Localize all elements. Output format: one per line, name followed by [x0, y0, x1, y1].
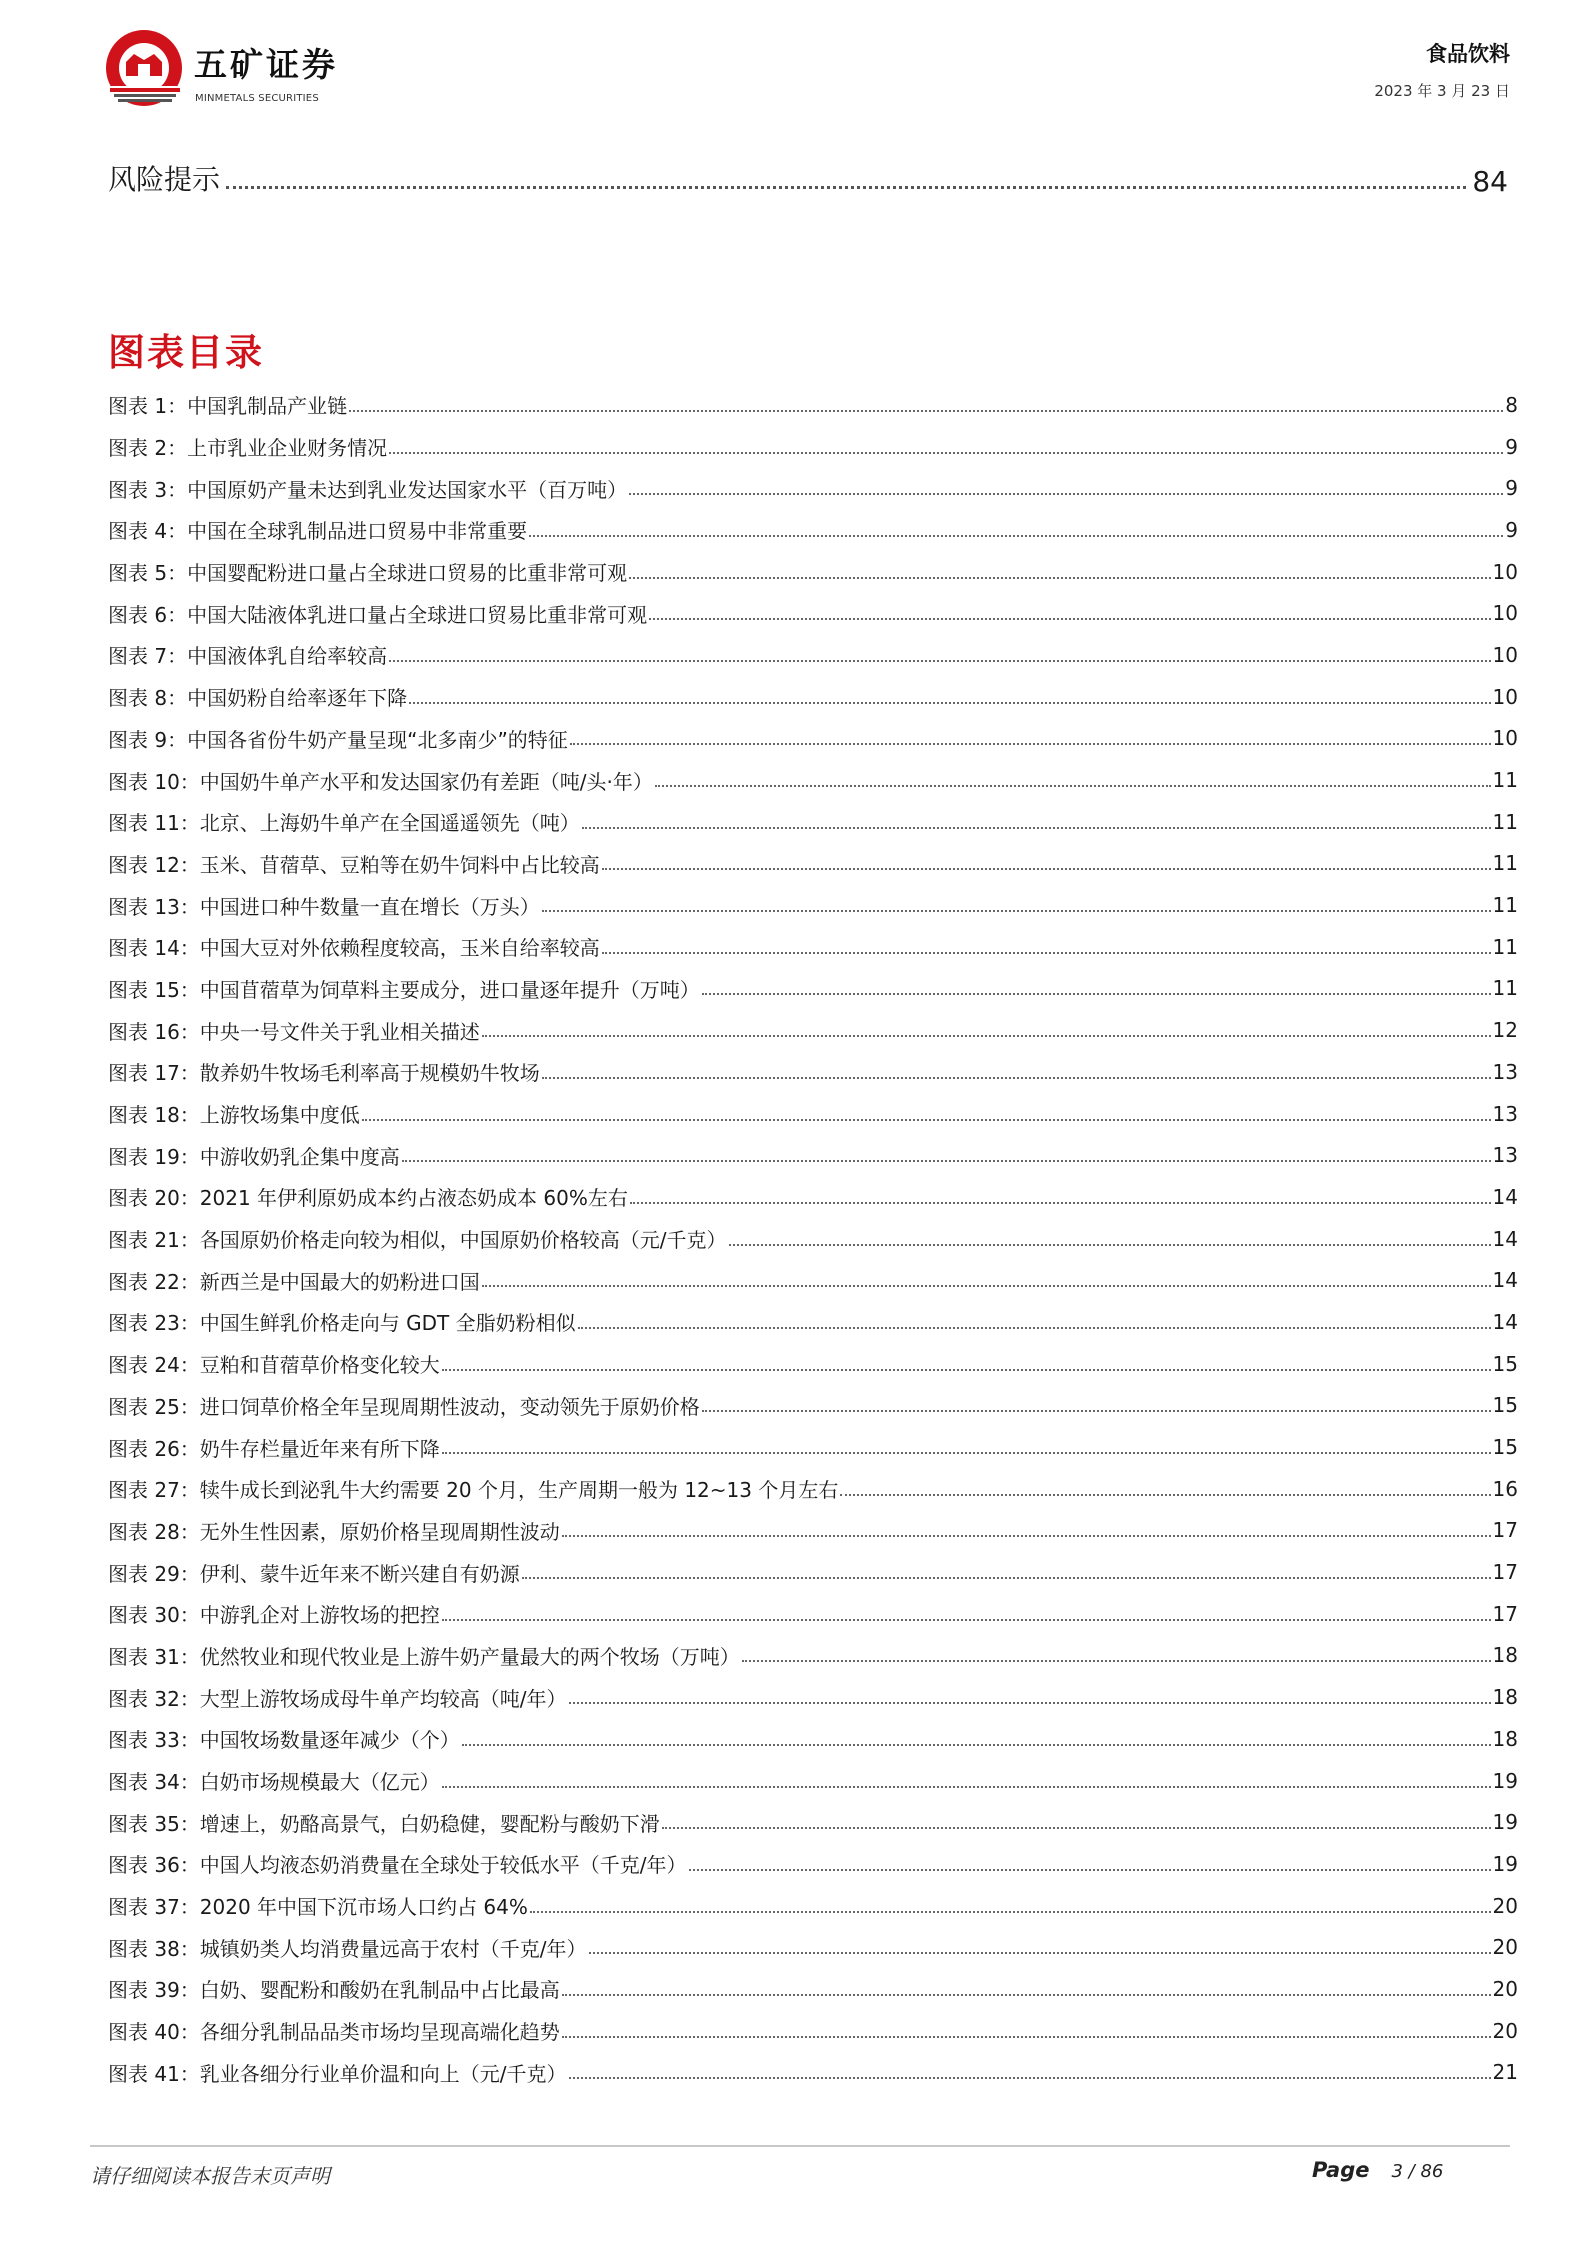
toc-entry[interactable]: [108, 884, 1518, 926]
toc-entry-page: 9: [1505, 434, 1518, 459]
toc-entry-label: 图表 9：中国各省份牛奶产量呈现“北多南少”的特征: [108, 727, 568, 752]
footer-page-indicator: [1312, 2158, 1443, 2182]
toc-entry-page: 19: [1492, 1768, 1518, 1793]
toc-entry[interactable]: [108, 1760, 1518, 1802]
toc-entry[interactable]: [108, 1301, 1518, 1343]
toc-entry-label: 图表 31：优然牧业和现代牧业是上游牛奶产量最大的两个牧场（万吨）: [108, 1644, 740, 1669]
toc-entry-page: 21: [1492, 2060, 1518, 2085]
toc-entry-page: 15: [1492, 1393, 1518, 1418]
dot-leader: [569, 2077, 1491, 2079]
dot-leader: [442, 1786, 1491, 1788]
dot-leader: [482, 1035, 1491, 1037]
toc-entry-label: 图表 40：各细分乳制品品类市场均呈现高端化趋势: [108, 2020, 560, 2045]
dot-leader: [662, 1827, 1491, 1829]
toc-entry-page: 18: [1492, 1643, 1518, 1668]
toc-entry-page: 13: [1492, 1143, 1518, 1168]
toc-entry-label: 图表 36：中国人均液态奶消费量在全球处于较低水平（千克/年）: [108, 1853, 687, 1878]
toc-entry-label: 图表 21：各国原奶价格走向较为相似，中国原奶价格较高（元/千克）: [108, 1228, 727, 1253]
toc-entry-label: 图表 6：中国大陆液体乳进口量占全球进口贸易比重非常可观: [108, 602, 648, 627]
toc-entry-page: 11: [1492, 976, 1518, 1001]
dot-leader: [602, 868, 1491, 870]
toc-entry-label: 图表 22：新西兰是中国最大的奶粉进口国: [108, 1269, 480, 1294]
toc-entry-page: 11: [1492, 768, 1518, 793]
dot-leader: [630, 1202, 1491, 1204]
toc-entry[interactable]: [108, 509, 1518, 551]
toc-entry-page: 13: [1492, 1059, 1518, 1084]
toc-entry-label: 图表 18：上游牧场集中度低: [108, 1103, 360, 1128]
toc-entry-page: 17: [1492, 1518, 1518, 1543]
toc-entry[interactable]: [108, 1426, 1518, 1468]
toc-entry[interactable]: [108, 1676, 1518, 1718]
toc-entry-label: 图表 13：中国进口种牛数量一直在增长（万头）: [108, 894, 540, 919]
toc-entry-label: 图表 3：中国原奶产量未达到乳业发达国家水平（百万吨）: [108, 477, 628, 502]
toc-entry-page: 10: [1492, 684, 1518, 709]
toc-entry[interactable]: [108, 1343, 1518, 1385]
toc-entry[interactable]: [108, 843, 1518, 885]
toc-entry[interactable]: [108, 801, 1518, 843]
toc-entry-label: 图表 4：中国在全球乳制品进口贸易中非常重要: [108, 519, 528, 544]
toc-entry[interactable]: [108, 926, 1518, 968]
toc-entry-label: 图表 25：进口饲草价格全年呈现周期性波动，变动领先于原奶价格: [108, 1394, 700, 1419]
toc-entry[interactable]: [108, 1051, 1518, 1093]
toc-entry[interactable]: [108, 968, 1518, 1010]
dot-leader: [562, 2036, 1491, 2038]
toc-entry[interactable]: [108, 718, 1518, 760]
dot-leader: [482, 1285, 1491, 1287]
toc-entry[interactable]: [108, 1176, 1518, 1218]
toc-entry-label: 图表 27：犊牛成长到泌乳牛大约需要 20 个月，生产周期一般为 12~13 个月左右: [108, 1478, 839, 1503]
toc-entry-label: 图表 41：乳业各细分行业单价温和向上（元/千克）: [108, 2061, 567, 2086]
dot-leader: [729, 1244, 1491, 1246]
toc-entry[interactable]: [108, 1218, 1518, 1260]
dot-leader: [530, 1911, 1491, 1913]
dot-leader: [442, 1369, 1491, 1371]
toc-entry-label: 图表 26：奶牛存栏量近年来有所下降: [108, 1436, 440, 1461]
footer-disclaimer: 请仔细阅读本报告末页声明: [90, 2164, 330, 2188]
toc-entry-page: 18: [1492, 1685, 1518, 1710]
toc-entry[interactable]: [108, 2010, 1518, 2052]
toc-entry[interactable]: [108, 1718, 1518, 1760]
dot-leader: [442, 1619, 1491, 1621]
toc-entry-label: 图表 5：中国婴配粉进口量占全球进口贸易的比重非常可观: [108, 561, 628, 586]
toc-entry-label: 图表 32：大型上游牧场成母牛单产均较高（吨/年）: [108, 1686, 567, 1711]
dot-leader: [602, 952, 1491, 954]
dot-leader: [362, 1119, 1491, 1121]
dot-leader: [402, 1160, 1491, 1162]
toc-entry[interactable]: [108, 2052, 1518, 2094]
toc-entry-page: 11: [1492, 934, 1518, 959]
company-logo: [100, 28, 340, 118]
toc-entry-page: 14: [1492, 1184, 1518, 1209]
toc-entry-label: 图表 1：中国乳制品产业链: [108, 394, 348, 419]
toc-entry-label: 图表 34：白奶市场规模最大（亿元）: [108, 1770, 440, 1795]
toc-entry-page: 10: [1492, 642, 1518, 667]
dot-leader: [582, 827, 1491, 829]
dot-leader: [702, 1410, 1491, 1412]
toc-entry[interactable]: [108, 1385, 1518, 1427]
toc-entry-label: 图表 15：中国苜蓿草为饲草料主要成分，进口量逐年提升（万吨）: [108, 977, 700, 1002]
toc-entry-label: 图表 35：增速上，奶酪高景气，白奶稳健，婴配粉与酸奶下滑: [108, 1811, 660, 1836]
dot-leader: [562, 1535, 1491, 1537]
footer-divider: [90, 2145, 1510, 2147]
toc-entry[interactable]: [108, 676, 1518, 718]
toc-entry-label: 图表 38：城镇奶类人均消费量远高于农村（千克/年）: [108, 1936, 587, 1961]
dot-leader: [522, 1577, 1491, 1579]
toc-entry-page: 19: [1492, 1810, 1518, 1835]
toc-entry-page: 15: [1492, 1351, 1518, 1376]
page-word: Page: [1312, 2158, 1370, 2182]
dot-leader: [562, 1994, 1491, 1996]
dot-leader: [569, 1702, 1491, 1704]
dot-leader: [442, 1452, 1491, 1454]
dot-leader: [226, 186, 1466, 189]
toc-entry[interactable]: [108, 1801, 1518, 1843]
toc-entry-page: 8: [1505, 392, 1518, 417]
toc-entry-page: 10: [1492, 601, 1518, 626]
dot-leader: [349, 410, 1503, 412]
report-sector: 食品饮料: [1426, 42, 1510, 66]
toc-entry-page: 9: [1505, 517, 1518, 542]
page-number: 3 / 86: [1391, 2161, 1444, 2182]
toc-entry-label: 图表 33：中国牧场数量逐年减少（个）: [108, 1728, 460, 1753]
toc-entry-page: 84: [1472, 165, 1508, 198]
dot-leader: [570, 743, 1491, 745]
toc-entry-page: 10: [1492, 726, 1518, 751]
toc-entry-page: 15: [1492, 1435, 1518, 1460]
toc-entry[interactable]: [108, 1259, 1518, 1301]
chart-toc-list: [108, 384, 1518, 2093]
dot-leader: [542, 1077, 1491, 1079]
toc-entry-label: 图表 19：中游收奶乳企集中度高: [108, 1144, 400, 1169]
toc-entry-page: 11: [1492, 851, 1518, 876]
dot-leader: [629, 577, 1490, 579]
dot-leader: [702, 993, 1491, 995]
toc-entry[interactable]: [108, 384, 1518, 426]
toc-entry[interactable]: [108, 1843, 1518, 1885]
dot-leader: [409, 702, 1490, 704]
toc-entry-label: 图表 14：中国大豆对外依赖程度较高，玉米自给率较高: [108, 936, 600, 961]
toc-entry[interactable]: [108, 426, 1518, 468]
toc-entry[interactable]: [108, 1009, 1518, 1051]
page-header: [100, 28, 1510, 118]
dot-leader: [589, 1952, 1491, 1954]
toc-entry-page: 16: [1492, 1476, 1518, 1501]
toc-entry-page: 19: [1492, 1851, 1518, 1876]
toc-entry[interactable]: [108, 1134, 1518, 1176]
toc-entry-label: 图表 17：散养奶牛牧场毛利率高于规模奶牛牧场: [108, 1061, 540, 1086]
dot-leader: [389, 452, 1503, 454]
toc-entry-page: 11: [1492, 893, 1518, 918]
dot-leader: [742, 1660, 1491, 1662]
toc-entry-label: 图表 29：伊利、蒙牛近年来不断兴建自有奶源: [108, 1561, 520, 1586]
toc-entry[interactable]: [108, 1635, 1518, 1677]
toc-entry[interactable]: [108, 1551, 1518, 1593]
toc-entry-label: 图表 8：中国奶粉自给率逐年下降: [108, 686, 408, 711]
toc-entry-page: 10: [1492, 559, 1518, 584]
toc-entry-label: 图表 10：中国奶牛单产水平和发达国家仍有差距（吨/头·年）: [108, 769, 653, 794]
dot-leader: [655, 785, 1491, 787]
toc-entry[interactable]: [108, 467, 1518, 509]
dot-leader: [462, 1744, 1491, 1746]
toc-entry-page: 20: [1492, 2018, 1518, 2043]
toc-entry-label: 图表 24：豆粕和苜蓿草价格变化较大: [108, 1353, 440, 1378]
toc-entry-page: 14: [1492, 1226, 1518, 1251]
report-date: 2023 年 3 月 23 日: [1374, 82, 1510, 100]
toc-entry-label: 图表 16：中央一号文件关于乳业相关描述: [108, 1019, 480, 1044]
toc-entry-page: 14: [1492, 1268, 1518, 1293]
toc-entry-page: 20: [1492, 1976, 1518, 2001]
minmetals-logo-icon: [100, 28, 192, 110]
dot-leader: [529, 535, 1503, 537]
brand-name-en: MINMETALS SECURITIES: [195, 93, 319, 104]
toc-entry[interactable]: [108, 1093, 1518, 1135]
dot-leader: [689, 1869, 1491, 1871]
toc-entry-page: 12: [1492, 1018, 1518, 1043]
toc-entry[interactable]: [108, 759, 1518, 801]
toc-entry-label: 图表 11：北京、上海奶牛单产在全国遥遥领先（吨）: [108, 811, 580, 836]
brand-name-cn: 五矿证券: [194, 45, 338, 84]
toc-entry-label: 图表 30：中游乳企对上游牧场的把控: [108, 1603, 440, 1628]
toc-entry-page: 17: [1492, 1601, 1518, 1626]
toc-entry-label: 图表 28：无外生性因素，原奶价格呈现周期性波动: [108, 1519, 560, 1544]
chart-toc-title: 图表目录: [108, 331, 264, 374]
toc-entry[interactable]: [108, 1885, 1518, 1927]
toc-entry[interactable]: [108, 1926, 1518, 1968]
toc-entry-label: 图表 23：中国生鲜乳价格走向与 GDT 全脂奶粉相似: [108, 1311, 576, 1336]
dot-leader: [542, 910, 1491, 912]
toc-entry-label: 风险提示: [108, 163, 221, 196]
toc-entry-label: 图表 2：上市乳业企业财务情况: [108, 436, 388, 461]
toc-entry[interactable]: [108, 592, 1518, 634]
dot-leader: [389, 660, 1490, 662]
toc-entry-label: 图表 39：白奶、婴配粉和酸奶在乳制品中占比最高: [108, 1978, 560, 2003]
toc-entry-risk[interactable]: [108, 158, 1508, 198]
toc-entry[interactable]: [108, 1968, 1518, 2010]
dot-leader: [629, 493, 1503, 495]
toc-entry-label: 图表 12：玉米、苜蓿草、豆粕等在奶牛饲料中占比较高: [108, 852, 600, 877]
toc-entry-page: 14: [1492, 1309, 1518, 1334]
toc-entry-label: 图表 37：2020 年中国下沉市场人口约占 64%: [108, 1895, 528, 1920]
toc-entry-label: 图表 20：2021 年伊利原奶成本约占液态奶成本 60%左右: [108, 1186, 628, 1211]
header-meta: [1374, 38, 1510, 101]
toc-entry[interactable]: [108, 551, 1518, 593]
dot-leader: [649, 618, 1490, 620]
toc-entry[interactable]: [108, 1510, 1518, 1552]
toc-entry[interactable]: [108, 1468, 1518, 1510]
toc-entry-page: 20: [1492, 1893, 1518, 1918]
toc-entry[interactable]: [108, 1593, 1518, 1635]
toc-entry-page: 17: [1492, 1560, 1518, 1585]
toc-entry-page: 13: [1492, 1101, 1518, 1126]
dot-leader: [578, 1327, 1491, 1329]
toc-entry[interactable]: [108, 634, 1518, 676]
toc-entry-label: 图表 7：中国液体乳自给率较高: [108, 644, 388, 669]
toc-entry-page: 18: [1492, 1726, 1518, 1751]
toc-entry-page: 9: [1505, 476, 1518, 501]
toc-entry-page: 11: [1492, 809, 1518, 834]
dot-leader: [840, 1494, 1490, 1496]
toc-entry-page: 20: [1492, 1935, 1518, 1960]
